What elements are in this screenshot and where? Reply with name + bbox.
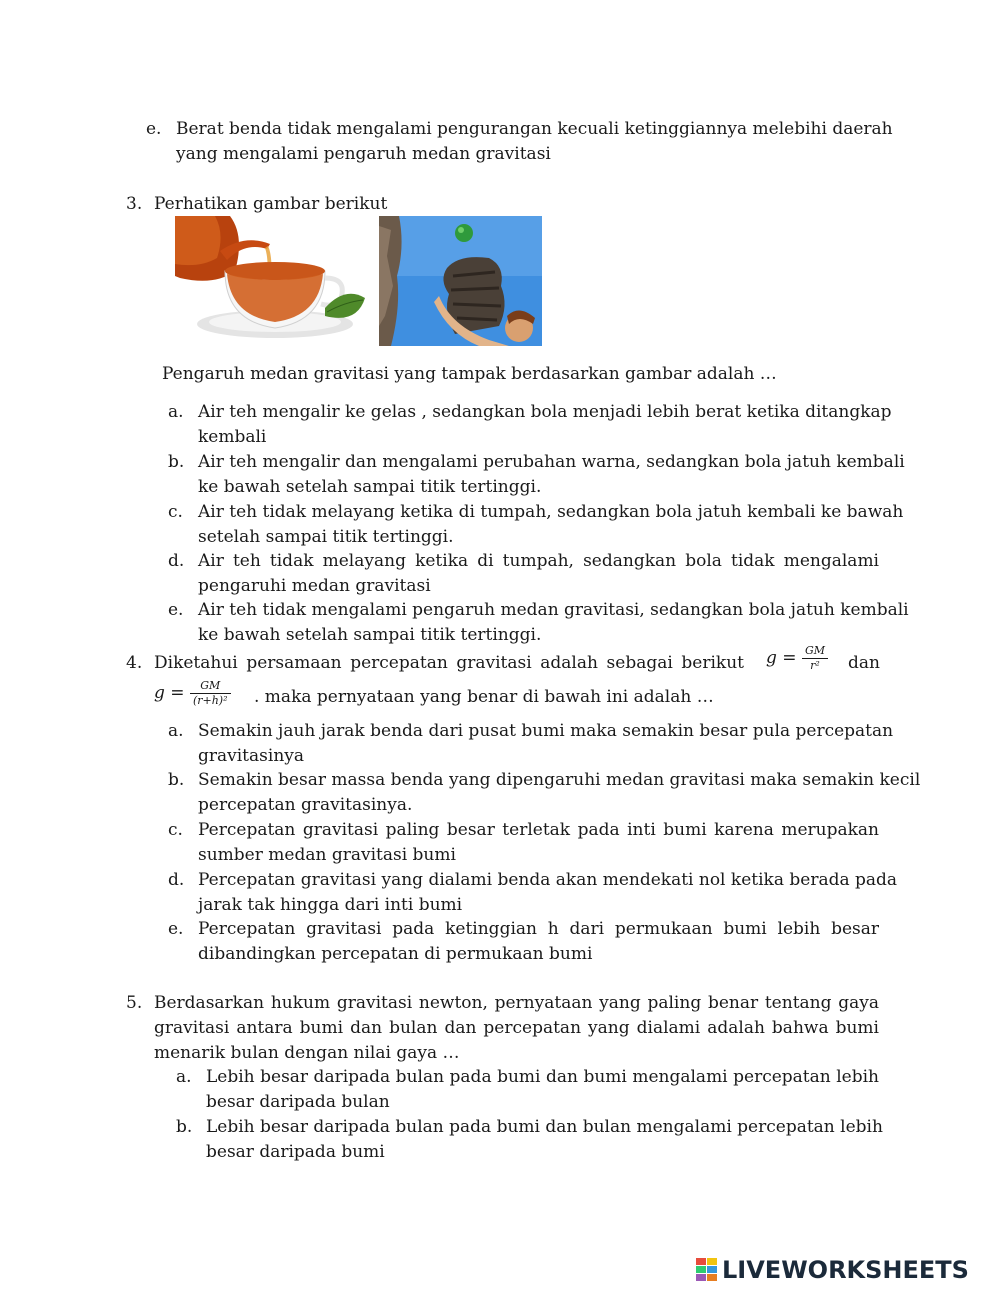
question-text-line: gravitasi antara bumi dan bulan dan percepatan yang dialami adalah bahwa bumi [154, 1018, 879, 1038]
option-text-line: Lebih besar daripada bulan pada bumi dan bulan mengalami percepatan lebih [206, 1117, 883, 1137]
option-label: a. [168, 721, 184, 741]
option-text-line: setelah sampai titik tertinggi. [198, 527, 454, 547]
question-number: 3. [126, 194, 143, 214]
formula-1 [766, 644, 828, 673]
option-label: b. [168, 452, 185, 472]
question-text: Pengaruh medan gravitasi yang tampak berdasarkan gambar adalah … [162, 364, 777, 384]
question-text-line: menarik bulan dengan nilai gaya … [154, 1043, 460, 1063]
question-text-line: Diketahui persamaan percepatan gravitasi adalah sebagai berikut [154, 653, 744, 673]
question-text-line: Berdasarkan hukum gravitasi newton, pernyataan yang paling benar tentang gaya [154, 993, 879, 1013]
option-label: d. [168, 551, 185, 571]
dan-word: dan [848, 653, 880, 673]
option-text-line: jarak tak hingga dari inti bumi [198, 895, 463, 915]
option-label: c. [168, 502, 183, 522]
option-label: b. [176, 1117, 193, 1137]
option-text-line: Air teh tidak melayang ketika di tumpah, sedangkan bola jatuh kembali ke bawah [198, 502, 904, 522]
brand-name: LIVEWORKSHEETS [722, 1256, 969, 1284]
ball-toss-image [379, 216, 542, 346]
option-text-line: besar daripada bumi [206, 1142, 385, 1162]
question-text-line: . maka pernyataan yang benar di bawah ini adalah … [254, 687, 714, 707]
numerator: GM [802, 644, 828, 659]
option-text-line: percepatan gravitasinya. [198, 795, 413, 815]
option-text-line: Berat benda tidak mengalami pengurangan kecuali ketinggiannya melebihi daerah [176, 119, 893, 139]
option-label: e. [168, 600, 184, 620]
formula-lhs: g = [154, 683, 185, 703]
brand-mark-icon [696, 1258, 718, 1282]
option-text-line: Percepatan gravitasi pada ketinggian h dari permukaan bumi lebih besar [198, 919, 879, 939]
tea-pouring-image [175, 216, 367, 346]
option-label: e. [146, 119, 162, 139]
question-number: 4. [126, 653, 143, 673]
question-number: 5. [126, 993, 143, 1013]
option-text-line: dibandingkan percepatan di permukaan bumi [198, 944, 593, 964]
option-text-line: Percepatan gravitasi paling besar terletak pada inti bumi karena merupakan [198, 820, 879, 840]
fraction [190, 679, 231, 708]
option-text-line: Lebih besar daripada bulan pada bumi dan bumi mengalami percepatan lebih [206, 1067, 879, 1087]
option-text-line: besar daripada bulan [206, 1092, 390, 1112]
option-label: d. [168, 870, 185, 890]
fraction [802, 644, 828, 673]
formula-2 [154, 679, 231, 708]
option-text-line: ke bawah setelah sampai titik tertinggi. [198, 477, 542, 497]
option-text-line: Semakin jauh jarak benda dari pusat bumi maka semakin besar pula percepatan [198, 721, 894, 741]
denominator: (r+h)² [192, 694, 228, 707]
option-label: b. [168, 770, 185, 790]
option-text-line: ke bawah setelah sampai titik tertinggi. [198, 625, 542, 645]
liveworksheets-logo [696, 1256, 994, 1284]
option-text-line: Air teh mengalir ke gelas , sedangkan bola menjadi lebih berat ketika ditangkap [198, 402, 892, 422]
denominator: r² [810, 659, 820, 672]
option-label: a. [168, 402, 184, 422]
option-text-line: Percepatan gravitasi yang dialami benda akan mendekati nol ketika berada pada [198, 870, 898, 890]
option-label: c. [168, 820, 183, 840]
option-text-line: pengaruhi medan gravitasi [198, 576, 431, 596]
option-label: a. [176, 1067, 192, 1087]
option-text-line: Air teh tidak mengalami pengaruh medan gravitasi, sedangkan bola jatuh kembali [198, 600, 909, 620]
option-text-line: Semakin besar massa benda yang dipengaruhi medan gravitasi maka semakin kecil [198, 770, 921, 790]
option-text-line: sumber medan gravitasi bumi [198, 845, 456, 865]
option-label: e. [168, 919, 184, 939]
formula-lhs: g = [766, 648, 797, 668]
option-text-line: kembali [198, 427, 267, 447]
option-text-line: yang mengalami pengaruh medan gravitasi [176, 144, 551, 164]
option-text-line: Air teh mengalir dan mengalami perubahan warna, sedangkan bola jatuh kembali [198, 452, 905, 472]
numerator: GM [190, 679, 231, 694]
option-text-line: Air teh tidak melayang ketika di tumpah, sedangkan bola tidak mengalami [198, 551, 879, 571]
question-title: Perhatikan gambar berikut [154, 194, 388, 214]
option-text-line: gravitasinya [198, 746, 305, 766]
